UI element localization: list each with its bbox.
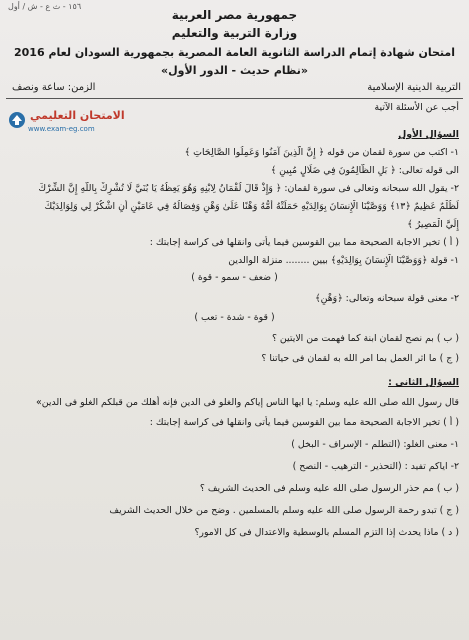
header-system: «نظام حديث - الدور الأول» [161,64,308,77]
logo-icon [8,111,26,129]
q2-hadith: قال رسول الله صلى الله عليه وسلم: يا ايها الناس إياكم والغلو فى الدين فإنه أهلك من قبلكم الغلو فى الدين» [36,397,459,408]
q1-part-a: ( أ ) تخير الاجابة الصحيحة مما بين القوسين فيما يأتى وانقلها فى كراسة إجابتك : [149,237,459,248]
q1-line-3: ٢- يقول الله سبحانه وتعالى فى سورة لقمان: ﴿ وَإِذْ قَالَ لُقْمَانُ لِابْنِهِ وَهُوَ يَعِظُهُ يَا بُنَيَّ لَا تُشْرِكْ بِاللَّهِ إِنَّ الشِّرْكَ [38,183,459,194]
q2-part-b: ( ب ) مم حذر الرسول صلى الله عليه وسلم فى الحديث الشريف ؟ [199,483,459,494]
q1-part-b: ( ب ) بم نصح لقمان ابنة كما فهمت من الايتين ؟ [271,333,459,344]
q1-part-c: ( ج ) ما اثر العمل بما امر الله به لقمان فى حياتنا ؟ [261,353,459,364]
instructions: أجب عن الأسئلة الآتية [374,102,459,113]
q1-a2: ٢- معنى قولة سبحانه وتعالى: ﴿وَهْنٍ﴾ [315,293,459,304]
q1-line-5: إِلَيَّ الْمَصِيرُ ﴾ [407,219,459,230]
q1-line-4: لَظُلْمٌ عَظِيمٌ ﴿١٣﴾ وَوَصَّيْنَا الْإِنسَانَ بِوَالِدَيْهِ حَمَلَتْهُ أُمُّهُ وَهْنًا عَلَىٰ وَهْنٍ وَفِصَالُهُ فِي عَامَيْنِ أَنِ اشْكُرْ لِي وَلِوَالِدَيْكَ [44,201,459,212]
watermark-title: الامتحان التعليمي [30,109,125,122]
subject-label: التربية الدينية الإسلامية [367,82,461,93]
q2-a2: ٢- اياكم تفيد : (التحذير - الترهيب - النصح ) [292,461,459,472]
header-divider [6,98,463,99]
page-code: ١٥٦ - ث ع - ش / أول [8,2,82,11]
time-label: الزمن: ساعة ونصف [12,82,96,93]
q2-part-c: ( ج ) تبدو رحمة الرسول صلى الله عليه وسلم بالمسلمين . وضح من خلال الحديث الشريف [109,505,459,516]
header-exam-title: امتحان شهادة إتمام الدراسة الثانوية العامة المصرية بجمهورية السودان لعام 2016 [14,46,455,59]
header-country: جمهورية مصر العربية [171,8,298,22]
watermark-url: www.exam-eg.com [28,125,95,133]
q1-a2-options: ( قوة - شدة - تعب ) [194,312,275,323]
q2-title: السؤال الثانى : [388,377,459,388]
q2-a1: ١- معنى الغلو: (التطلم - الإسراف - البخل ) [291,439,459,450]
q2-part-d: ( د ) ماذا يحدث إذا التزم المسلم بالوسطية والاعتدال فى كل الامور؟ [194,527,459,538]
q1-a1: ١- قولة ﴿وَوَصَّيْنَا الْإِنسَانَ بِوَالِدَيْهِ﴾ بيين ........ منزلة الوالدين [228,255,459,266]
q1-title: السؤال الأول [398,129,459,140]
q1-a1-options: ( ضعف - سمو - قوة ) [191,272,278,283]
q2-part-a: ( أ ) تخير الاجابة الصحيحة مما بين القوسين فيما يأتى وانقلها فى كراسة إجابتك : [149,417,459,428]
q1-line-2: الى قوله تعالى: ﴿ بَلِ الظَّالِمُونَ فِي ضَلَالٍ مُبِينٍ ﴾ [270,165,459,176]
q1-line-1: ١- اكتب من سورة لقمان من قوله ﴿ إِنَّ الَّذِينَ آمَنُوا وَعَمِلُوا الصَّالِحَاتِ ﴾ [184,147,459,158]
header-ministry: وزارة التربية والتعليم [171,26,298,40]
